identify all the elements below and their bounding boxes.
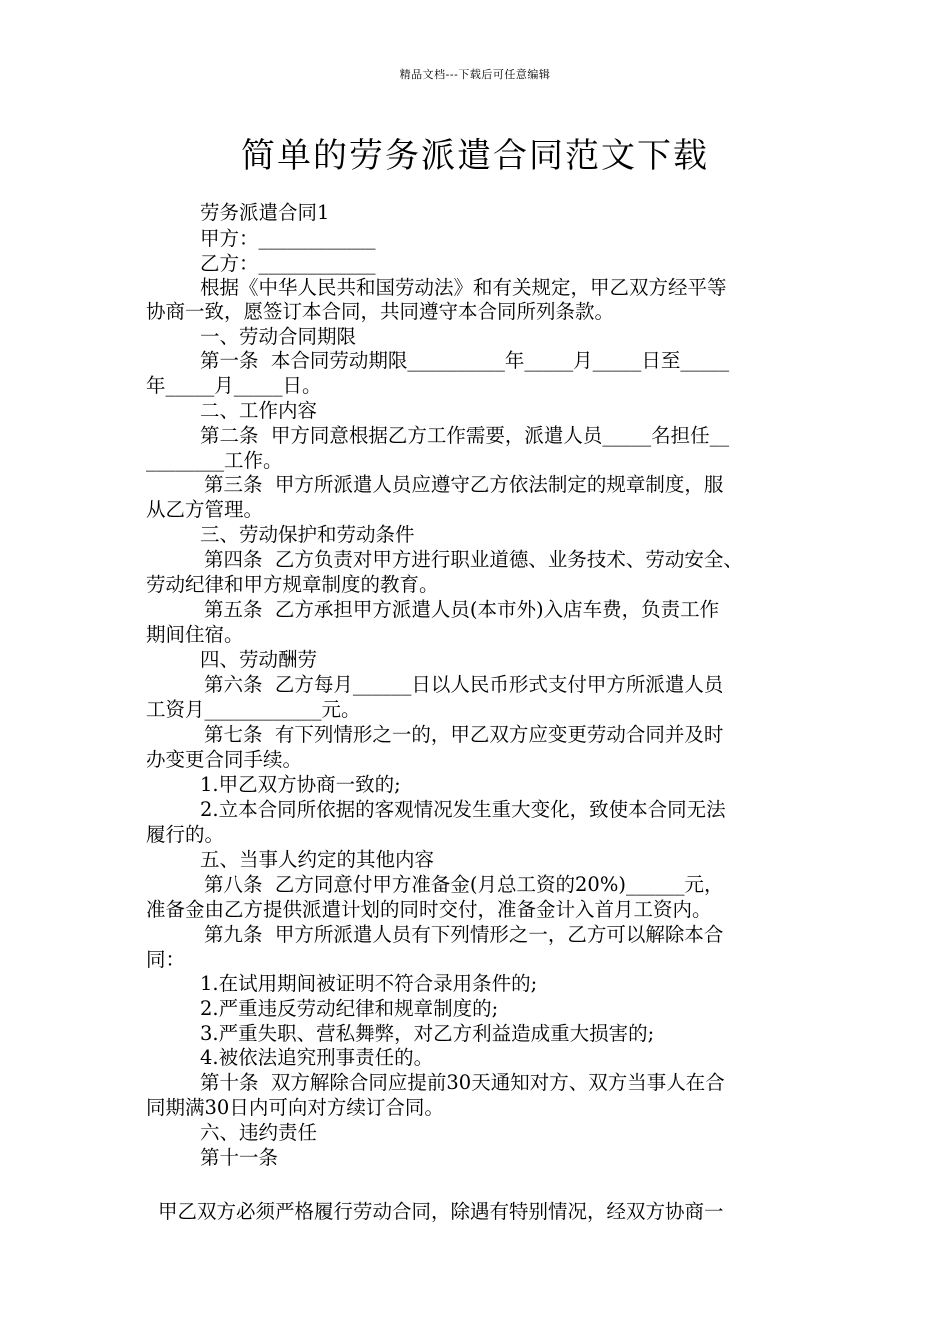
paragraph-line: 从乙方管理。	[146, 498, 264, 521]
section-heading: 一、劳动合同期限	[200, 325, 357, 348]
paragraph-line: 根据《中华人民共和国劳动法》和有关规定，甲乙双方经平等	[200, 276, 727, 299]
paragraph-line: 甲乙双方必须严格履行劳动合同，除遇有特别情况，经双方协商一	[158, 1200, 724, 1223]
paragraph-line: 第八条 乙方同意付甲方准备金(月总工资的20%)______元，	[204, 873, 724, 896]
party-a: 甲方：____________	[200, 227, 376, 250]
paragraph-line: 第五条 乙方承担甲方派遣人员(本市外)入店车费，负责工作	[204, 598, 720, 621]
paragraph-line: 第十条 双方解除合同应提前30天通知对方、双方当事人在合	[200, 1071, 725, 1094]
paragraph-line: ________工作。	[146, 449, 283, 472]
page-header: 精品文档---下载后可任意编辑	[399, 68, 551, 81]
paragraph-line: 第三条 甲方所派遣人员应遵守乙方依法制定的规章制度，服	[204, 473, 724, 496]
paragraph-line: 期间住宿。	[146, 623, 244, 646]
paragraph-line: 同期满30日内可向对方续订合同。	[146, 1096, 444, 1119]
document-title: 简单的劳务派遣合同范文下载	[241, 136, 709, 176]
paragraph-line: 工资月____________元。	[146, 698, 361, 721]
list-item: 4.被依法追究刑事责任的。	[200, 1046, 434, 1069]
paragraph-line: 准备金由乙方提供派遣计划的同时交付，准备金计入首月工资内。	[146, 898, 712, 921]
contract-heading: 劳务派遣合同1	[200, 201, 330, 224]
paragraph-line: 同：	[146, 948, 186, 971]
section-heading: 二、工作内容	[200, 399, 318, 422]
paragraph-line: 第六条 乙方每月______日以人民币形式支付甲方所派遣人员	[204, 673, 724, 696]
list-item: 1.甲乙双方协商一致的;	[200, 773, 401, 796]
list-item: 2.严重违反劳动纪律和规章制度的;	[200, 997, 499, 1020]
paragraph-line: 年_____月_____日。	[146, 374, 322, 397]
list-item: 2.立本合同所依据的客观情况发生重大变化，致使本合同无法	[200, 798, 726, 821]
paragraph-line: 第一条 本合同劳动期限__________年_____月_____日至_____	[200, 349, 730, 372]
section-heading: 六、违约责任	[200, 1121, 318, 1144]
paragraph-line: 第九条 甲方所派遣人员有下列情形之一，乙方可以解除本合	[204, 923, 724, 946]
paragraph-line: 第二条 甲方同意根据乙方工作需要，派遣人员_____名担任__	[200, 424, 730, 447]
paragraph-line: 第四条 乙方负责对甲方进行职业道德、业务技术、劳动安全、	[204, 548, 743, 571]
article-heading: 第十一条	[200, 1146, 279, 1169]
paragraph-line: 办变更合同手续。	[146, 748, 303, 771]
list-item: 3.严重失职、营私舞弊，对乙方利益造成重大损害的;	[200, 1022, 655, 1045]
list-item: 1.在试用期间被证明不符合录用条件的;	[200, 972, 538, 995]
paragraph-line: 劳动纪律和甲方规章制度的教育。	[146, 573, 439, 596]
section-heading: 五、当事人约定的其他内容	[200, 848, 435, 871]
section-heading: 四、劳动酬劳	[200, 648, 318, 671]
paragraph-line: 协商一致，愿签订本合同，共同遵守本合同所列条款。	[146, 300, 615, 323]
paragraph-line: 第七条 有下列情形之一的，甲乙双方应变更劳动合同并及时	[204, 723, 724, 746]
paragraph-line: 履行的。	[146, 823, 225, 846]
party-b: 乙方：____________	[200, 252, 376, 275]
section-heading: 三、劳动保护和劳动条件	[200, 523, 415, 546]
